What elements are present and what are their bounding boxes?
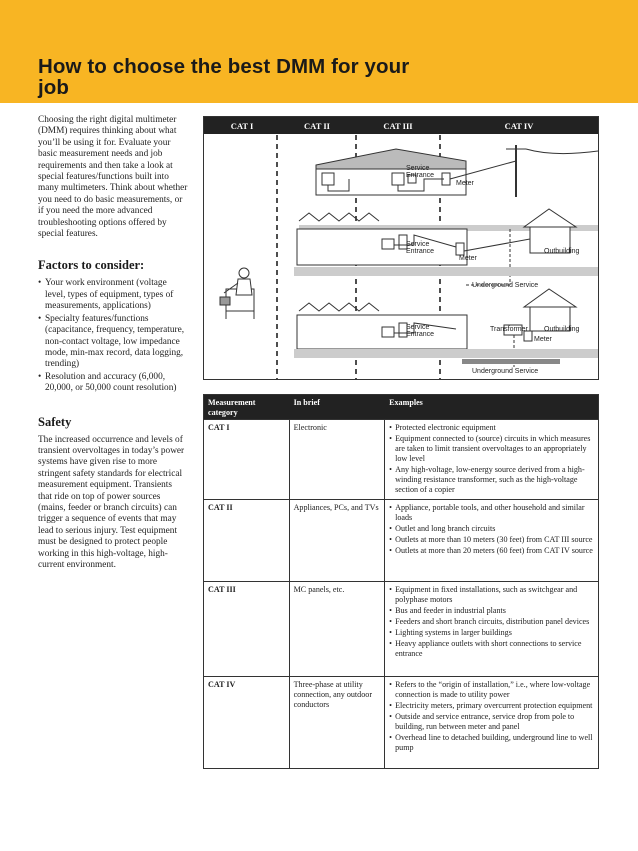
cat-iii-label: CAT III xyxy=(383,121,413,131)
meter-label-2: Meter xyxy=(459,255,477,262)
row-category: CAT I xyxy=(204,420,290,499)
example-item: • Equipment connected to (source) circuits in which measures are taken to limit transient overvoltages to an appropriately low level xyxy=(389,434,594,464)
safety-paragraph: The increased occurrence and levels of transient overvoltages in today’s power systems have given rise to more stringent safety standards for electrical measurement equipment. Transients that ride on top of power sources (mains, feeder or branch circuits) can trigger a sequence of events that may lead to serious injury. Test equipment must be designed to protect people working in this high-voltage, high-current environment. xyxy=(38,434,185,570)
underground-line-2 xyxy=(462,359,560,364)
service-entrance-label-1b: Entrance xyxy=(406,172,435,179)
row-category: CAT IV xyxy=(204,677,290,768)
row-examples xyxy=(385,677,598,768)
meter-label-1: Meter xyxy=(456,180,474,187)
measurement-category-table xyxy=(203,394,599,769)
underground-service-label-2: Underground Service xyxy=(472,368,539,375)
example-item: • Any high-voltage, low-energy source derived from a high-winding resistance transformer, such as the high-voltage section of a copier xyxy=(389,465,594,495)
header-category xyxy=(204,395,290,419)
example-item: • Bus and feeder in industrial plants xyxy=(389,606,594,616)
cat-i-label: CAT I xyxy=(230,121,254,131)
example-item: • Feeders and short branch circuits, distribution panel devices xyxy=(389,617,594,627)
header-brief: In brief xyxy=(293,398,320,407)
example-item: • Overhead line to detached building, underground line to well pump xyxy=(389,733,594,753)
example-item: • Appliance, portable tools, and other household and similar loads xyxy=(389,503,594,523)
row-examples xyxy=(385,582,598,676)
service-entrance-label-3b: Entrance xyxy=(406,331,435,338)
row-brief: Three-phase at utility connection, any outdoor conductors xyxy=(290,677,386,768)
example-item: • Lighting systems in larger buildings xyxy=(389,628,594,638)
service-entrance-label-3: Service xyxy=(406,324,430,331)
row-examples xyxy=(385,500,598,581)
factor-item: • Your work environment (voltage level, types of equipment, types of measurements, applications) xyxy=(38,278,188,312)
factor-item: • Resolution and accuracy (6,000, 20,000, or 50,000 count resolution) xyxy=(38,372,188,395)
intro-paragraph: Choosing the right digital multimeter (DMM) requires thinking about what you’ll be using it for. Evaluate your basic measurement needs and job requirements and then take a look at special features/functions built into many multimeters. Think about whether you need to do basic measurements, or if you need the more advanced troubleshooting options offered by special features. xyxy=(38,115,188,240)
example-item: • Refers to the “origin of installation,” i.e., where low-voltage connection is made to utility power xyxy=(389,680,594,700)
row-examples xyxy=(385,420,598,499)
table-row xyxy=(204,419,598,499)
row-brief: MC panels, etc. xyxy=(290,582,386,676)
table-row xyxy=(204,676,598,768)
ground-strip-2 xyxy=(294,349,598,358)
row-brief: Appliances, PCs, and TVs xyxy=(290,500,386,581)
service-entrance-label-2b: Entrance xyxy=(406,248,435,255)
example-item: • Outlets at more than 20 meters (60 feet) from CAT IV source xyxy=(389,546,594,556)
cat-iv-label: CAT IV xyxy=(504,121,534,131)
header-category-line2: category xyxy=(208,408,238,417)
example-item: • Protected electronic equipment xyxy=(389,423,594,433)
safety-heading: Safety xyxy=(38,414,72,429)
example-item: • Electricity meters, primary overcurrent protection equipment xyxy=(389,701,594,711)
row-category: CAT III xyxy=(204,582,290,676)
factors-list xyxy=(38,278,188,394)
example-item: • Outlets at more than 10 meters (30 feet) from CAT III source xyxy=(389,535,594,545)
worker-icon xyxy=(220,268,254,319)
header-examples: Examples xyxy=(389,398,423,407)
table-row xyxy=(204,581,598,676)
transformer-label: Transformer xyxy=(490,326,528,333)
service-entrance-label-2: Service xyxy=(406,241,430,248)
house-building xyxy=(316,145,598,197)
measurement-category-diagram xyxy=(203,116,599,380)
row-category: CAT II xyxy=(204,500,290,581)
factors-heading: Factors to consider: xyxy=(38,258,145,273)
header-category-line1: Measurement xyxy=(208,398,256,407)
table-row xyxy=(204,499,598,581)
outbuilding-label-2: Outbuilding xyxy=(544,326,580,333)
factor-item: • Specialty features/functions (capacitance, frequency, temperature, non-contact voltage, low impedance mode, min-max record, data logging, trending) xyxy=(38,314,188,371)
example-item: • Heavy appliance outlets with short connections to service entrance xyxy=(389,639,594,659)
example-item: • Outlet and long branch circuits xyxy=(389,524,594,534)
service-entrance-label-1: Service xyxy=(406,165,430,172)
table-header xyxy=(204,395,598,419)
left-column xyxy=(38,115,188,571)
outbuilding-label-1: Outbuilding xyxy=(544,248,580,255)
page-title: How to choose the best DMM for your job xyxy=(38,55,410,99)
ground-strip-1 xyxy=(294,267,598,276)
underground-service-label-1: Underground Service xyxy=(472,282,539,289)
cat-ii-label: CAT II xyxy=(304,121,330,131)
meter-label-3: Meter xyxy=(534,336,552,343)
example-item: • Outside and service entrance, service drop from pole to building, run between meter and panel xyxy=(389,712,594,732)
row-brief: Electronic xyxy=(290,420,386,499)
example-item: • Equipment in fixed installations, such as switchgear and polyphase motors xyxy=(389,585,594,605)
